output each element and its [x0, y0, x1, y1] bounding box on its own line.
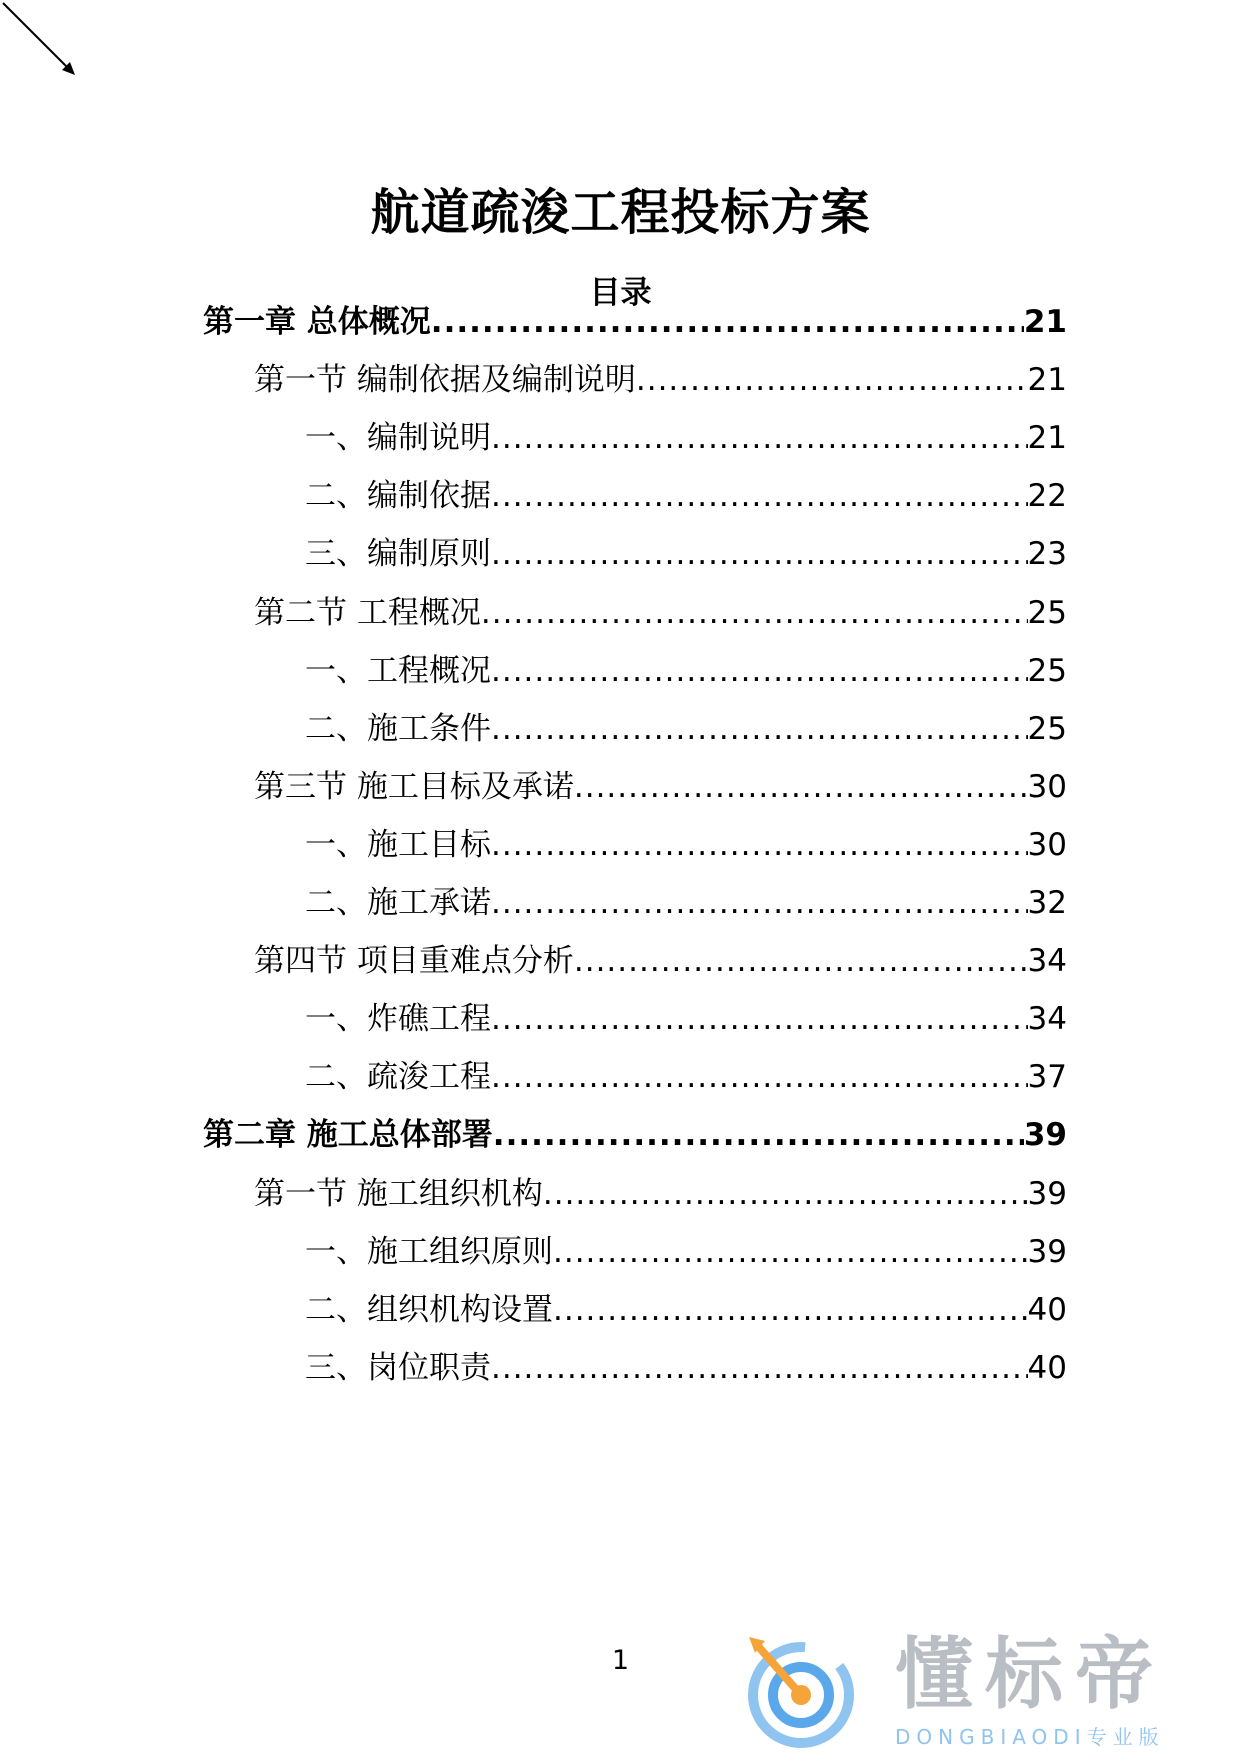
toc-dot-leader	[491, 649, 1028, 693]
toc-entry-label: 二、施工条件	[305, 710, 491, 747]
toc-entry-page: 21	[1027, 420, 1067, 457]
toc-entry-label: 二、疏浚工程	[305, 1059, 491, 1096]
toc-entry-page: 37	[1027, 1059, 1067, 1096]
toc-dot-leader	[491, 532, 1028, 576]
toc-entry-page: 21	[1027, 362, 1067, 399]
toc-dot-leader	[636, 358, 1028, 402]
toc-entry[interactable]	[305, 649, 1067, 693]
toc-entry[interactable]	[305, 1230, 1067, 1274]
toc-dot-leader	[553, 1288, 1028, 1332]
toc-entry[interactable]	[305, 707, 1067, 751]
document-title: 航道疏浚工程投标方案	[370, 184, 871, 241]
target-logo-icon	[743, 1633, 863, 1753]
toc-entry[interactable]	[305, 823, 1067, 867]
toc-dot-leader	[491, 416, 1028, 460]
toc-entry-label: 二、编制依据	[305, 478, 491, 515]
toc-entry-label: 第二节 工程概况	[254, 594, 481, 631]
toc-dot-leader	[574, 939, 1028, 983]
toc-dot-leader	[491, 823, 1028, 867]
toc-entry-label: 三、岗位职责	[305, 1349, 491, 1386]
toc-entry-page: 39	[1023, 1117, 1067, 1154]
page-number: 1	[611, 1645, 630, 1676]
toc-entry[interactable]	[305, 474, 1067, 518]
toc-entry[interactable]	[203, 300, 1067, 344]
toc-entry[interactable]	[305, 1055, 1067, 1099]
toc-dot-leader	[553, 1230, 1028, 1274]
toc-entry[interactable]	[305, 881, 1067, 925]
toc-entry-page: 34	[1027, 943, 1067, 980]
toc-entry-label: 第一章 总体概况	[203, 304, 431, 340]
toc-dot-leader	[491, 1346, 1028, 1390]
toc-entry-label: 第一节 编制依据及编制说明	[254, 362, 636, 399]
toc-dot-leader	[491, 881, 1028, 925]
toc-entry-page: 25	[1027, 594, 1067, 631]
toc-entry-page: 39	[1027, 1175, 1067, 1212]
toc-dot-leader	[574, 765, 1028, 809]
toc-entry[interactable]	[254, 765, 1067, 809]
toc-entry-page: 21	[1023, 304, 1067, 340]
toc-entry[interactable]	[305, 997, 1067, 1041]
toc-entry[interactable]	[254, 591, 1067, 635]
toc-entry-page: 30	[1027, 826, 1067, 863]
toc-entry[interactable]	[254, 358, 1067, 402]
toc-dot-leader	[431, 300, 1024, 344]
toc-heading: 目录	[589, 275, 652, 311]
toc-entry-label: 一、施工目标	[305, 826, 491, 863]
toc-entry-label: 二、组织机构设置	[305, 1291, 553, 1328]
watermark-subtitle: DONGBIAODI专业版	[895, 1725, 1165, 1749]
toc-entry[interactable]	[305, 416, 1067, 460]
toc-entry-label: 一、工程概况	[305, 652, 491, 689]
toc-entry[interactable]	[305, 532, 1067, 576]
toc-entry[interactable]	[305, 1346, 1067, 1390]
toc-entry-label: 一、炸礁工程	[305, 1001, 491, 1038]
toc-entry-page: 40	[1027, 1349, 1067, 1386]
watermark-brand: 懂标帝	[895, 1630, 1166, 1720]
toc-dot-leader	[491, 997, 1028, 1041]
toc-entry-label: 第二章 施工总体部署	[203, 1117, 493, 1154]
toc-entry[interactable]	[203, 1113, 1067, 1157]
toc-dot-leader	[481, 591, 1028, 635]
toc-entry-label: 二、施工承诺	[305, 885, 491, 921]
toc-entry[interactable]	[254, 1172, 1067, 1216]
toc-entry-page: 23	[1027, 536, 1067, 573]
toc-entry-page: 32	[1027, 885, 1067, 921]
toc-entry-label: 一、施工组织原则	[305, 1233, 553, 1270]
toc-dot-leader	[491, 707, 1028, 751]
toc-entry-page: 40	[1027, 1291, 1067, 1328]
watermark	[743, 1625, 1233, 1754]
toc-entry-label: 第四节 项目重难点分析	[254, 943, 574, 980]
toc-entry-page: 22	[1027, 478, 1067, 515]
toc-dot-leader	[543, 1172, 1028, 1216]
toc-entry-page: 34	[1027, 1001, 1067, 1038]
toc-entry-label: 第一节 施工组织机构	[254, 1175, 543, 1212]
toc-entry[interactable]	[305, 1288, 1067, 1332]
toc-entry-label: 第三节 施工目标及承诺	[254, 768, 574, 805]
toc-entry-page: 39	[1027, 1233, 1067, 1270]
toc-entry-page: 30	[1027, 768, 1067, 805]
toc-dot-leader	[491, 1055, 1028, 1099]
toc-entry-page: 25	[1027, 652, 1067, 689]
toc-entry-label: 一、编制说明	[305, 420, 491, 457]
toc-entry-page: 25	[1027, 710, 1067, 747]
toc-dot-leader	[491, 474, 1028, 518]
toc-entry[interactable]	[254, 939, 1067, 983]
toc-dot-leader	[493, 1113, 1024, 1157]
toc-entry-label: 三、编制原则	[305, 536, 491, 573]
